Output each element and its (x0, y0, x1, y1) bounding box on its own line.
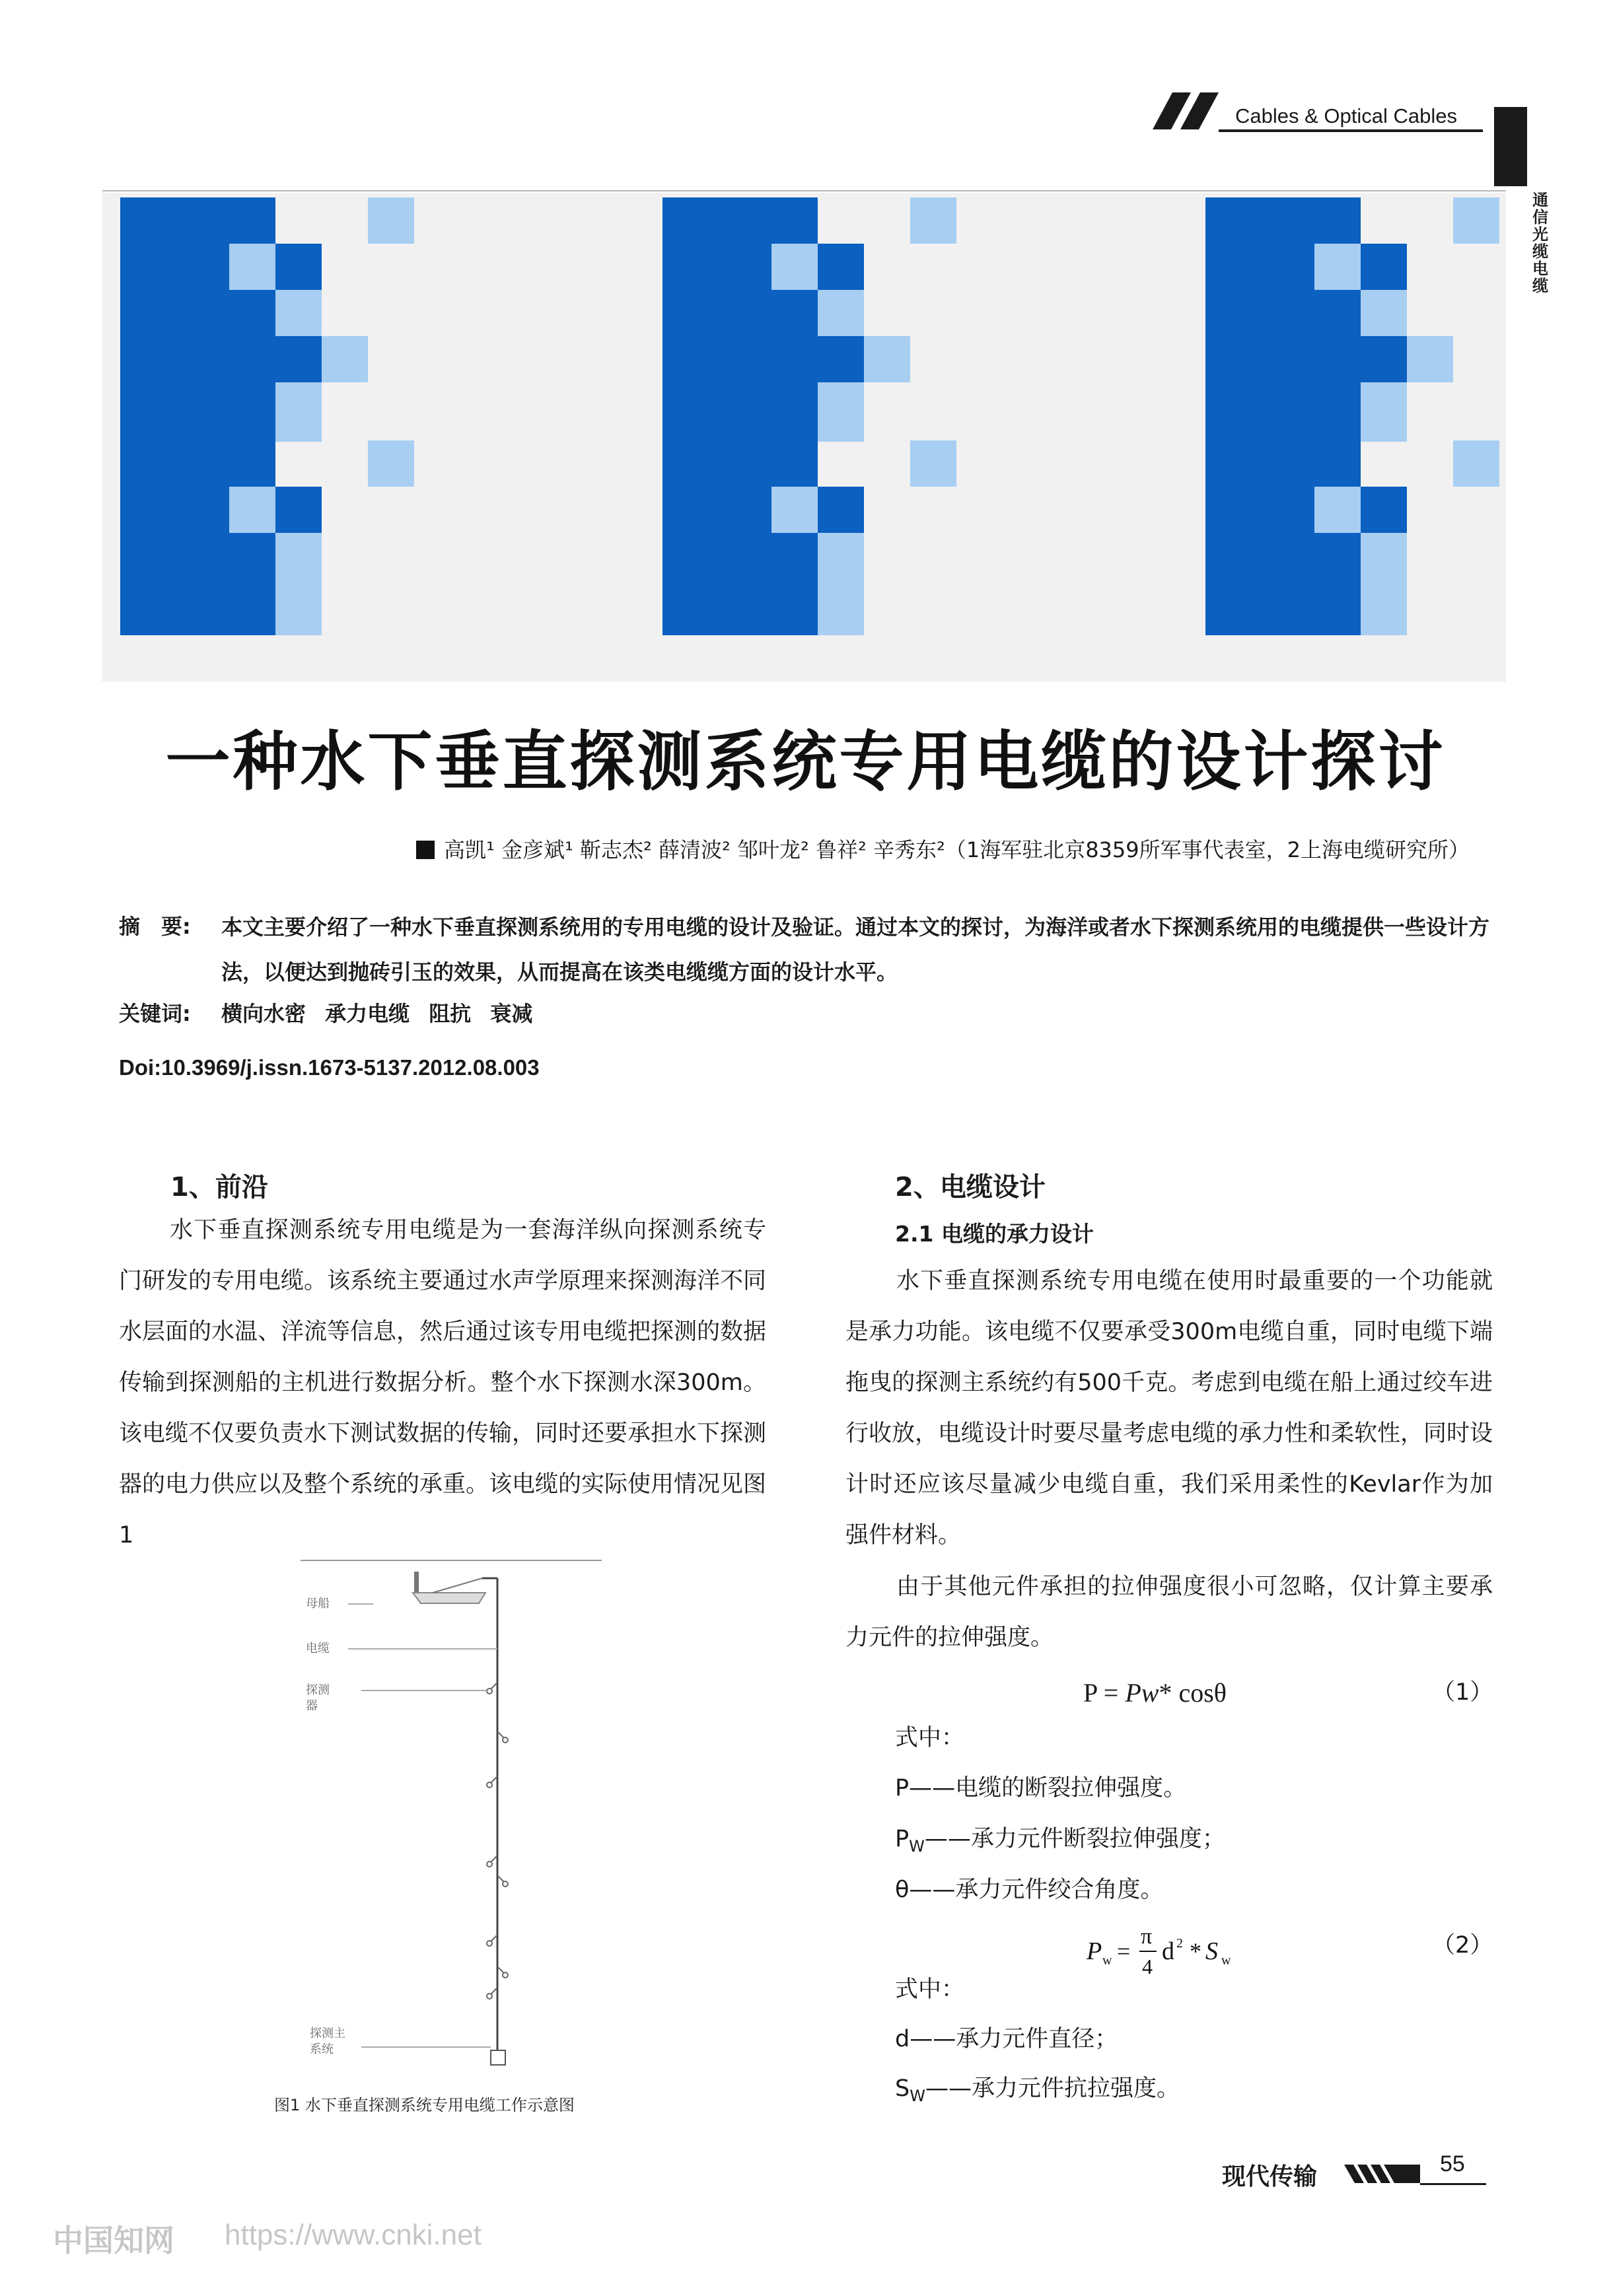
section2-paragraph-1: 水下垂直探测系统专用电缆在使用时最重要的一个功能就是承力功能。该电缆不仅要承受300m电缆自重，同时电缆下端拖曳的探测主系统约有500千克。考虑到电缆在船上通过绞车进行收放，电缆设计时要尽量考虑电缆的承力性和柔软性，同时设计时还应该尽量减少电缆自重，我们采用柔性的Kevlar作为加强件材料。 (845, 1268, 1493, 1548)
watermark-name: 中国知网 (53, 2223, 174, 2258)
where-label-1: 式中： (895, 1725, 965, 1751)
svg-text:2: 2 (1176, 1936, 1183, 1951)
banner-tile (120, 440, 414, 635)
author-line (416, 833, 1499, 864)
banner-block (229, 579, 275, 635)
header-slash-mark (1153, 92, 1232, 133)
banner-block (1314, 440, 1361, 487)
figure-diagram (301, 1558, 602, 2077)
section2-1-heading: 2.1 电缆的承力设计 (895, 1221, 1094, 1247)
banner-block (1361, 533, 1407, 579)
definition-theta: θ——承力元件绞合角度。 (895, 1877, 1164, 1903)
banner-block (818, 487, 864, 533)
banner-block (1205, 197, 1314, 442)
main-system-box (491, 2050, 505, 2065)
banner-block (1314, 290, 1361, 336)
banner-block (275, 382, 322, 442)
banner-block (1361, 382, 1407, 442)
header-section-label: Cables & Optical Cables (1235, 104, 1457, 127)
banner-block (910, 440, 956, 487)
banner-block (275, 533, 322, 579)
figure-label-detector: 探测器 (306, 1683, 330, 1713)
author-bullet-icon (416, 841, 435, 859)
section1-heading: 1、前沿 (170, 1172, 268, 1202)
doi: Doi:10.3969/j.issn.1673-5137.2012.08.003 (119, 1055, 540, 1080)
equation-2 (1080, 1918, 1265, 1984)
page-number: 55 (1440, 2151, 1465, 2176)
header-tab (1494, 107, 1527, 186)
banner-block (275, 336, 322, 382)
banner-block (771, 579, 818, 635)
section1-paragraph: 水下垂直探测系统专用电缆是为一套海洋纵向探测系统专门研发的专用电缆。该系统主要通过水声学原理来探测海洋不同水层面的水温、洋流等信息，然后通过该专用电缆把探测的数据传输到探测船的主机进行数据分析。整个水下探测水深300m。该电缆不仅要负责水下测试数据的传输，同时还要承担水下探测器的电力供应以及整个系统的承重。该电缆的实际使用情况见图1 (119, 1217, 767, 1548)
banner-block (771, 487, 818, 533)
banner-block (368, 197, 414, 244)
section2-heading: 2、电缆设计 (895, 1172, 1046, 1202)
equation-1: P = Pw* cosθ (1083, 1678, 1227, 1708)
banner-tile (1205, 440, 1499, 635)
banner-block (818, 290, 864, 336)
banner-block (229, 244, 275, 290)
banner-block (818, 579, 864, 635)
footer-stripe-mark (1344, 2159, 1420, 2186)
banner-block (771, 382, 818, 442)
banner-pattern (102, 193, 1506, 681)
abstract-text: 本文主要介绍了一种水下垂直探测系统用的专用电缆的设计及验证。通过本文的探讨，为海洋或者水下探测系统用的电缆提供一些设计方法，以便达到抛砖引玉的效果，从而提高在该类电缆缆方面的设计水平。 (221, 915, 1490, 985)
banner-block (1361, 290, 1407, 336)
header-rule (102, 190, 1506, 191)
banner-block (771, 336, 818, 382)
svg-text:4: 4 (1142, 1955, 1153, 1978)
banner-block (120, 197, 229, 442)
banner-block (662, 197, 771, 442)
author-text: 高凯¹ 金彦斌¹ 靳志杰² 薛清波² 邹叶龙² 鲁祥² 辛秀东²（1海军驻北京8359所军事代表室，2上海电缆研究所） (444, 837, 1470, 862)
definition-p: P——电缆的断裂拉伸强度。 (895, 1775, 1187, 1801)
banner-block (229, 382, 275, 442)
footer-rule (1420, 2183, 1486, 2185)
banner-tile (662, 197, 956, 442)
svg-text:π: π (1141, 1924, 1153, 1949)
definition-sw: $S_W——$承力元件抗拉强度。 (895, 2075, 1180, 2105)
ship-shape (414, 1572, 419, 1593)
side-column-label: 通 信 光 缆 电 缆 (1532, 191, 1548, 295)
banner-block (1314, 382, 1361, 442)
article-title: 一种水下垂直探测系统专用电缆的设计探讨 (165, 724, 1446, 800)
banner-block (771, 533, 818, 579)
definition-pw: $P_W——$承力元件断裂拉伸强度； (895, 1826, 1225, 1856)
equation-1-number: （1） (1432, 1679, 1493, 1706)
banner-block (1314, 533, 1361, 579)
svg-text:d: d (1162, 1937, 1174, 1965)
banner-block (771, 244, 818, 290)
where-label-2: 式中： (895, 1976, 965, 2003)
banner-block (229, 533, 275, 579)
banner-block (1407, 336, 1453, 382)
banner-block (1453, 440, 1499, 487)
definition-d: d——承力元件直径； (895, 2026, 1118, 2052)
svg-text:P: P (1087, 1937, 1102, 1965)
banner-block (1314, 336, 1361, 382)
banner-block (818, 244, 864, 290)
section2-paragraph-2: 由于其他元件承担的拉伸强度很小可忽略，仅计算主要承力元件的拉伸强度。 (845, 1574, 1493, 1651)
banner-block (910, 197, 956, 244)
banner-tile (662, 440, 956, 635)
banner-block (275, 579, 322, 635)
figure-label-cable: 电缆 (306, 1642, 330, 1655)
banner-block (322, 336, 368, 382)
banner-tile (120, 197, 414, 442)
footer-journal-name: 现代传输 (1222, 2163, 1318, 2190)
banner-block (771, 290, 818, 336)
banner-block (1361, 579, 1407, 635)
banner-block (818, 336, 864, 382)
banner-block (368, 440, 414, 487)
banner-block (120, 440, 229, 635)
ship-hull (413, 1593, 485, 1603)
figure-label-ship: 母船 (306, 1597, 330, 1611)
banner-block (1205, 440, 1314, 635)
banner-block (1361, 487, 1407, 533)
banner-block (1314, 244, 1361, 290)
banner-block (229, 440, 275, 487)
banner-block (229, 290, 275, 336)
banner-block (1361, 244, 1407, 290)
banner-tile (1205, 197, 1499, 442)
svg-text:*: * (1190, 1938, 1201, 1965)
svg-text:S: S (1205, 1937, 1218, 1965)
decorative-banner (102, 193, 1506, 681)
banner-block (662, 440, 771, 635)
banner-block (275, 487, 322, 533)
keywords-text: 横向水密 承力电缆 阻抗 衰减 (221, 1001, 533, 1026)
banner-block (229, 197, 275, 244)
svg-text:=: = (1117, 1938, 1131, 1965)
banner-block (1453, 197, 1499, 244)
banner-block (1314, 579, 1361, 635)
banner-block (1314, 197, 1361, 244)
banner-block (1361, 336, 1407, 382)
banner-block (275, 244, 322, 290)
header-underline (1219, 129, 1483, 132)
banner-block (275, 290, 322, 336)
keywords-label: 关键词: (119, 1001, 191, 1026)
banner-block (1314, 487, 1361, 533)
banner-block (229, 336, 275, 382)
abstract-label: 摘 要: (119, 914, 191, 939)
figure-label-main-system: 探测主系统 (310, 2027, 345, 2056)
banner-block (864, 336, 910, 382)
banner-block (229, 487, 275, 533)
figure-caption: 图1 水下垂直探测系统专用电缆工作示意图 (274, 2096, 575, 2114)
banner-block (818, 533, 864, 579)
svg-text:w: w (1221, 1953, 1231, 1968)
svg-text:w: w (1102, 1953, 1112, 1968)
watermark-url: https://www.cnki.net (225, 2219, 482, 2251)
banner-block (771, 197, 818, 244)
equation-2-number: （2） (1432, 1932, 1493, 1959)
banner-block (771, 440, 818, 487)
banner-block (818, 382, 864, 442)
